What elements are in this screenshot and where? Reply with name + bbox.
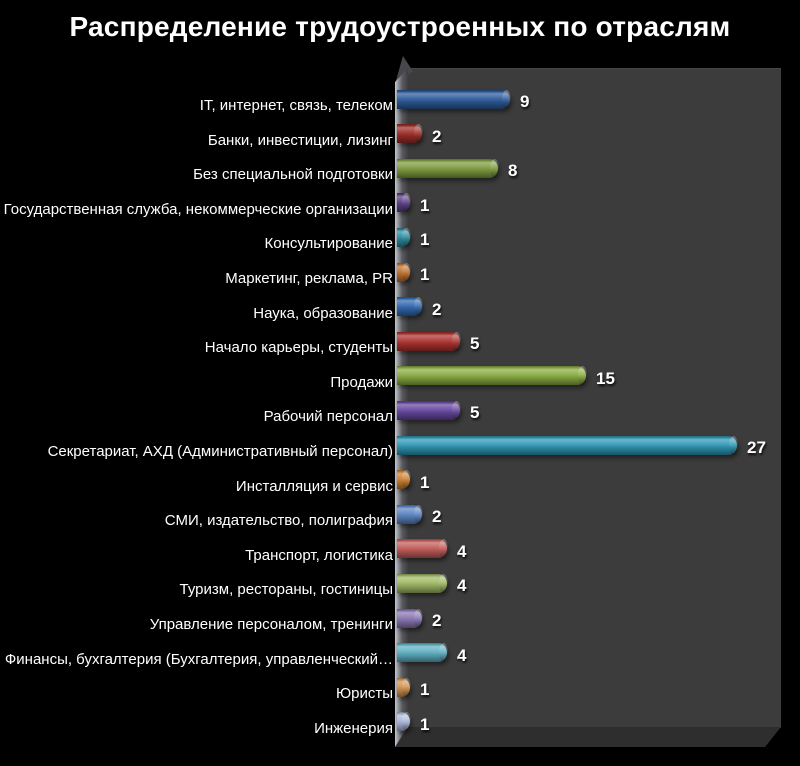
bar bbox=[397, 470, 410, 489]
category-label: Инсталляция и сервис bbox=[235, 477, 393, 495]
category-label: Туризм, рестораны, гостиницы bbox=[179, 581, 393, 599]
bar bbox=[397, 643, 447, 662]
category-label: Банки, инвестиции, лизинг bbox=[207, 131, 393, 149]
value-label: 2 bbox=[432, 299, 442, 319]
category-label: Юристы bbox=[335, 685, 393, 703]
bar bbox=[397, 263, 410, 282]
category-label: IT, интернет, связь, телеком bbox=[199, 97, 393, 114]
value-label: 1 bbox=[420, 195, 430, 215]
value-label: 27 bbox=[747, 438, 766, 457]
bar bbox=[397, 712, 410, 731]
bar bbox=[397, 505, 422, 524]
value-label: 1 bbox=[420, 714, 430, 734]
value-label: 9 bbox=[520, 92, 530, 111]
chart-floor bbox=[395, 727, 781, 747]
category-label: Управление персоналом, тренинги bbox=[149, 616, 393, 633]
bar bbox=[397, 228, 410, 247]
category-label: Инженерия bbox=[314, 719, 393, 737]
bar bbox=[397, 90, 510, 109]
bar bbox=[397, 574, 447, 593]
category-label: Транспорт, логистика bbox=[245, 546, 393, 564]
value-label: 2 bbox=[432, 126, 442, 146]
category-label: Продажи bbox=[330, 373, 393, 391]
value-label: 2 bbox=[432, 611, 442, 630]
bar bbox=[397, 678, 410, 697]
bar bbox=[397, 124, 422, 143]
bar bbox=[397, 436, 737, 455]
category-label: СМИ, издательство, полиграфия bbox=[164, 512, 393, 530]
bar bbox=[397, 193, 410, 212]
value-label: 1 bbox=[420, 680, 430, 700]
value-label: 4 bbox=[457, 645, 467, 665]
bar bbox=[397, 539, 447, 558]
bar bbox=[397, 366, 586, 385]
category-label: Маркетинг, реклама, PR bbox=[225, 270, 393, 287]
value-label: 5 bbox=[470, 334, 480, 354]
category-label: Наука, образование bbox=[253, 304, 393, 322]
category-label: Начало карьеры, студенты bbox=[204, 339, 393, 357]
bar bbox=[397, 609, 422, 628]
category-label: Финансы, бухгалтерия (Бухгалтерия, управленческий… bbox=[4, 650, 393, 668]
bar bbox=[397, 401, 460, 420]
value-label: 2 bbox=[432, 507, 442, 527]
value-label: 1 bbox=[420, 265, 430, 284]
bar bbox=[397, 297, 422, 316]
value-label: 1 bbox=[420, 230, 430, 250]
value-label: 4 bbox=[457, 576, 467, 596]
value-label: 1 bbox=[420, 472, 430, 492]
bar bbox=[397, 332, 460, 351]
category-label: Консультирование bbox=[264, 235, 393, 253]
category-label: Государственная служба, некоммерческие организации bbox=[3, 200, 393, 218]
value-label: 15 bbox=[596, 368, 615, 388]
category-label: Рабочий персонал bbox=[263, 408, 393, 426]
category-label: Без специальной подготовки bbox=[193, 166, 393, 184]
chart-title: Распределение трудоустроенных по отраслям bbox=[69, 11, 731, 42]
value-label: 5 bbox=[470, 403, 480, 423]
bar bbox=[397, 159, 498, 178]
category-label: Секретариат, АХД (Административный персонал) bbox=[47, 443, 393, 460]
value-label: 4 bbox=[457, 541, 467, 561]
value-label: 8 bbox=[508, 161, 518, 181]
